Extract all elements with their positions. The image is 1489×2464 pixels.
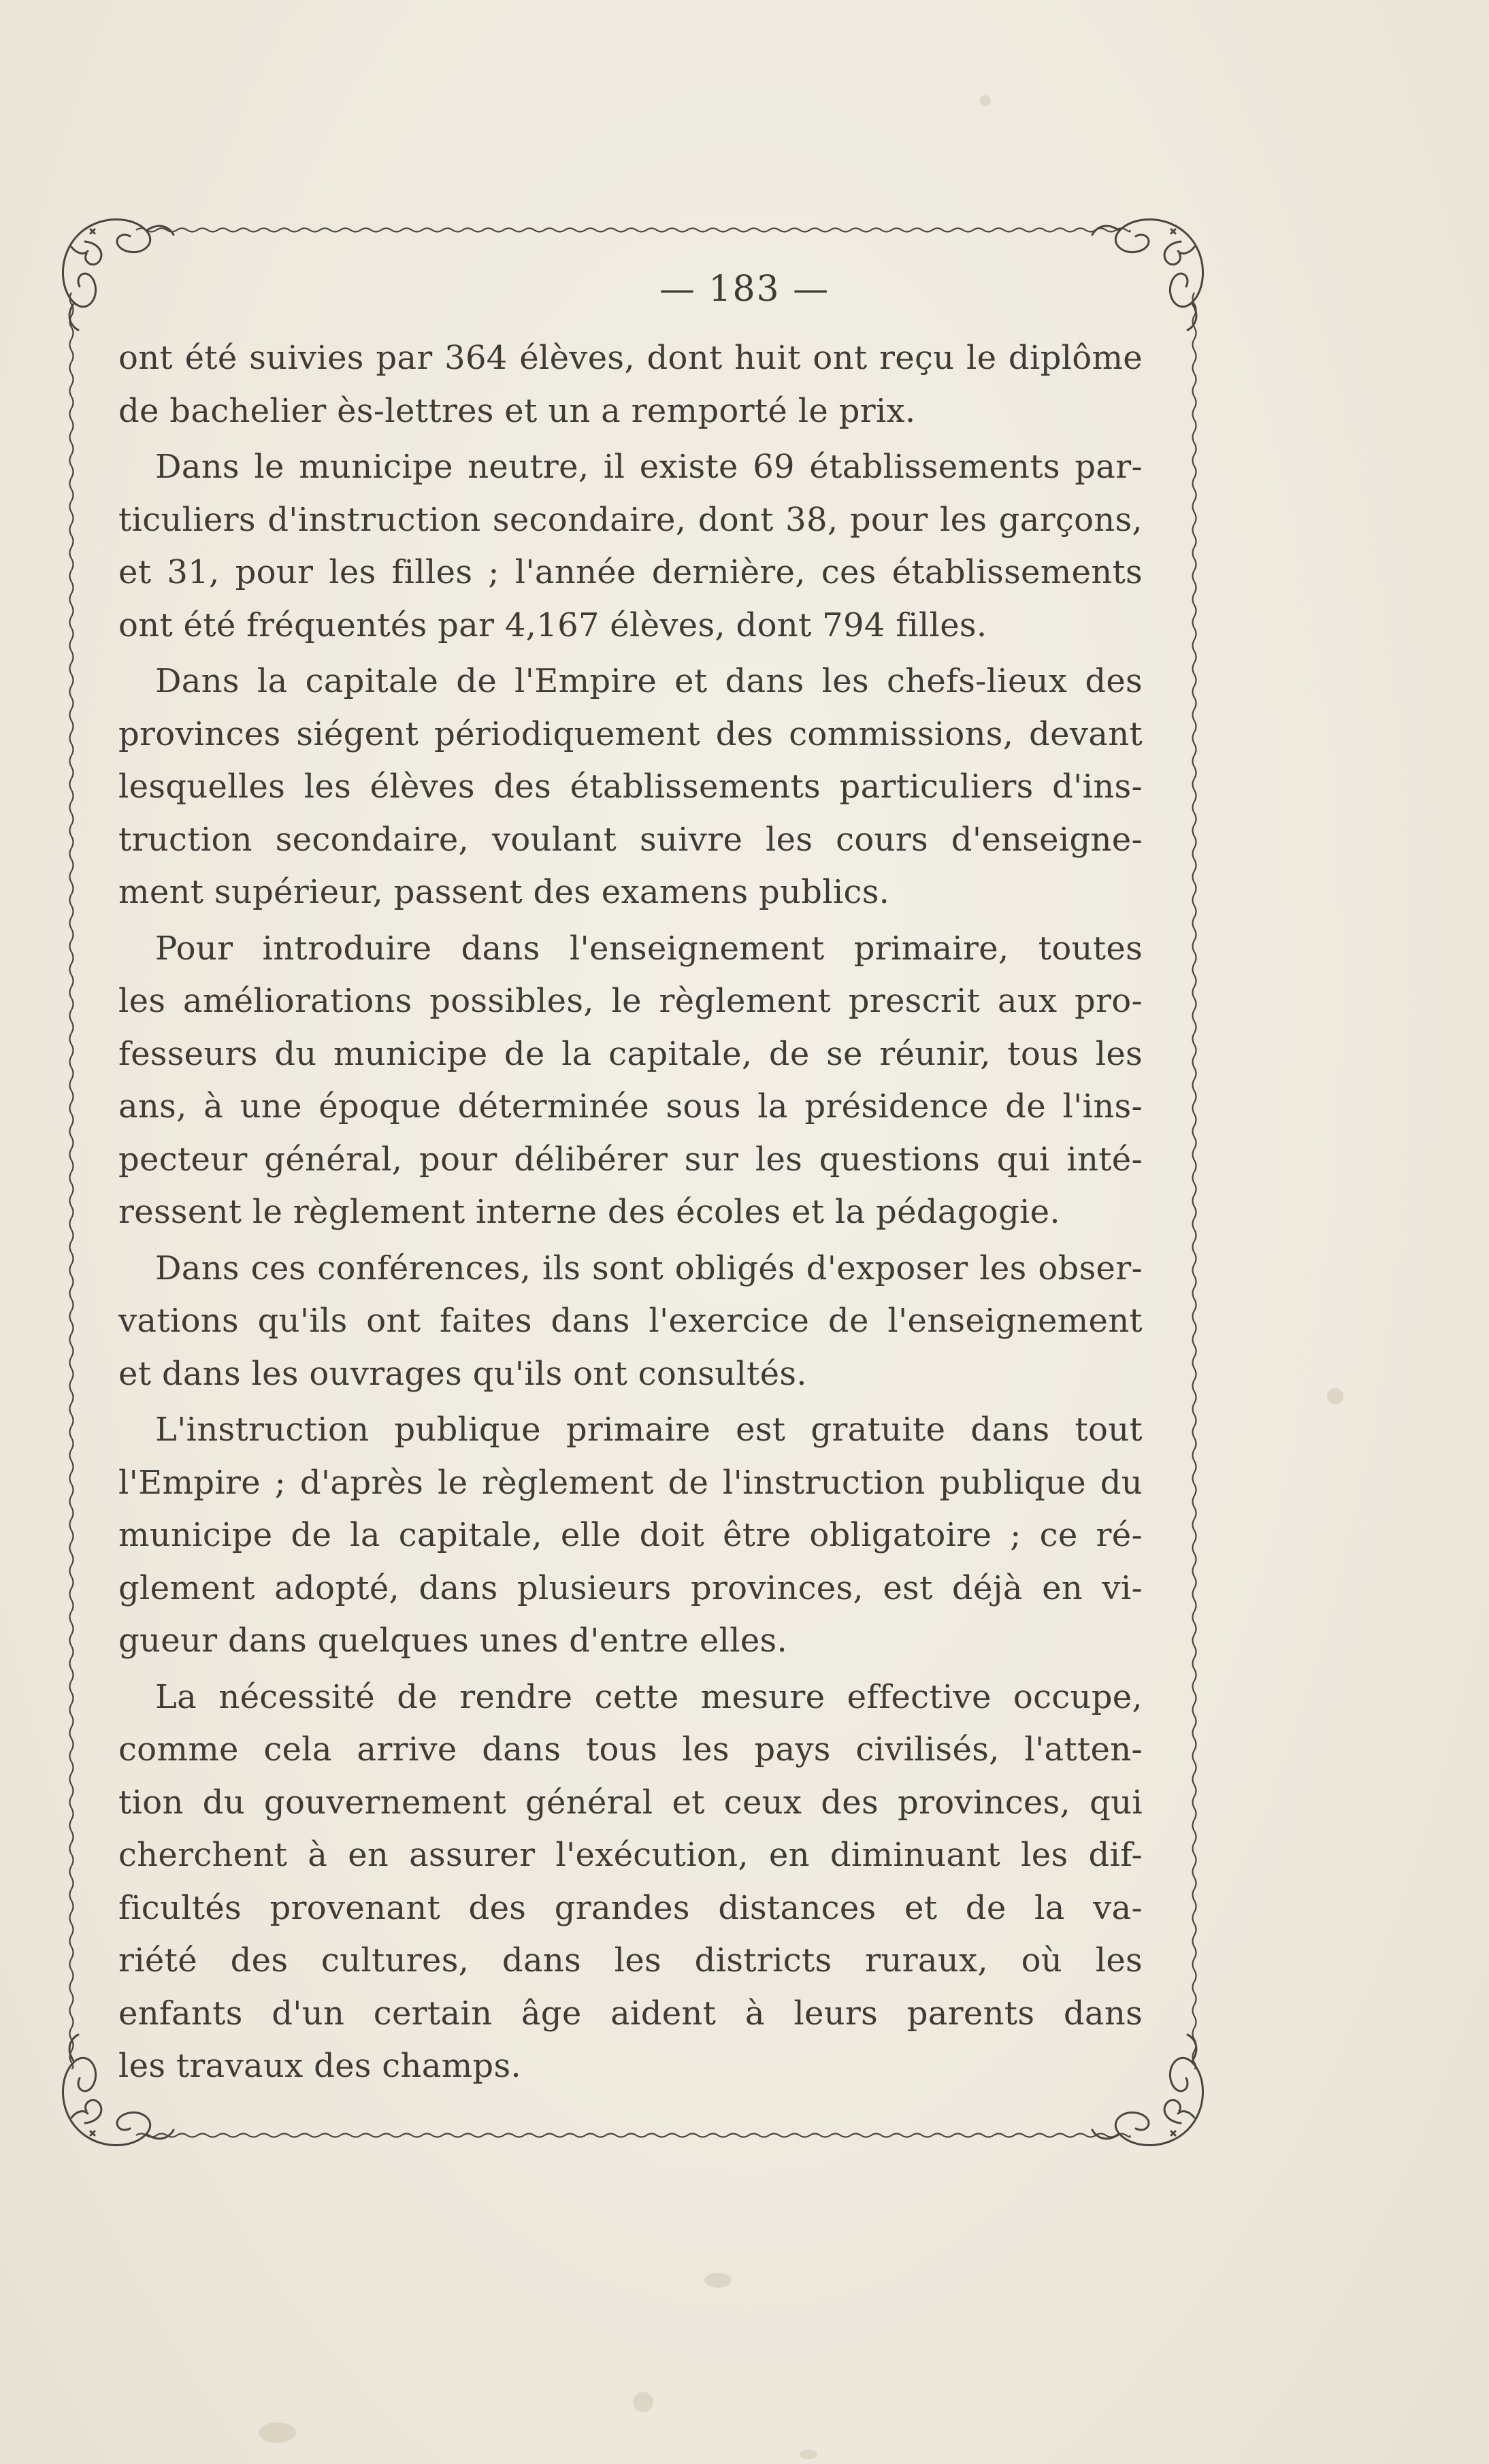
border-top-rule xyxy=(136,229,1130,232)
text-line: les améliorations possibles, le règlement prescrit aux pro- xyxy=(118,982,1143,1020)
paper-speck xyxy=(1327,1388,1343,1405)
text-line: pecteur général, pour délibérer sur les questions qui inté- xyxy=(118,1140,1143,1179)
text-line: l'Empire ; d'après le règlement de l'instruction publique du xyxy=(118,1463,1143,1502)
text-line: glement adopté, dans plusieurs provinces, est déjà en vi- xyxy=(118,1568,1143,1607)
text-line: municipe de la capitale, elle doit être obligatoire ; ce ré- xyxy=(118,1516,1143,1554)
text-line: provinces siégent périodiquement des commissions, devant xyxy=(118,714,1143,753)
text-line: fesseurs du municipe de la capitale, de se réunir, tous les xyxy=(118,1034,1143,1073)
text-line: La nécessité de rendre cette mesure effective occupe, xyxy=(155,1677,1143,1716)
text-line: et 31, pour les filles ; l'année dernière, ces établissements xyxy=(118,553,1143,591)
page-number: — 183 — xyxy=(659,269,830,310)
text-line: gueur dans quelques unes d'entre elles. xyxy=(118,1622,788,1660)
text-line: ans, à une époque déterminée sous la présidence de l'ins- xyxy=(118,1087,1143,1126)
text-line: cherchent à en assurer l'exécution, en diminuant les dif- xyxy=(118,1836,1143,1874)
paragraph xyxy=(118,1404,1143,1668)
paragraph xyxy=(118,441,1143,652)
paper-speck xyxy=(259,2422,296,2443)
text-line: Dans ces conférences, ils sont obligés d'exposer les obser- xyxy=(155,1249,1143,1287)
paragraph xyxy=(118,1243,1143,1401)
text-line: L'instruction publique primaire est gratuite dans tout xyxy=(155,1411,1143,1449)
text-line: les travaux des champs. xyxy=(118,2047,521,2085)
text-line: riété des cultures, dans les districts ruraux, où les xyxy=(118,1941,1143,1980)
body-text xyxy=(118,332,1143,2093)
paragraph xyxy=(118,1671,1143,2093)
text-line: Dans la capitale de l'Empire et dans les chefs-lieux des xyxy=(155,662,1143,700)
border-bottom-rule xyxy=(136,2134,1130,2137)
text-line: ressent le règlement interne des écoles et la pédagogie. xyxy=(118,1193,1060,1231)
paper-speck xyxy=(980,95,991,106)
text-line: truction secondaire, voulant suivre les cours d'enseigne- xyxy=(118,820,1143,859)
paragraph xyxy=(118,655,1143,919)
text-line: ticuliers d'instruction secondaire, dont 38, pour les garçons, xyxy=(118,500,1143,539)
paper-speck xyxy=(633,2392,653,2412)
text-line: de bachelier ès-lettres et un a remporté le prix. xyxy=(118,391,916,430)
paragraph xyxy=(118,923,1143,1239)
text-line: ont été suivies par 364 élèves, dont huit ont reçu le diplôme xyxy=(118,339,1143,377)
paper-speck xyxy=(800,2450,817,2459)
paper-speck xyxy=(704,2273,732,2288)
text-line: et dans les ouvrages qu'ils ont consultés. xyxy=(118,1354,807,1393)
text-line: Pour introduire dans l'enseignement primaire, toutes xyxy=(155,929,1143,968)
text-line: lesquelles les élèves des établissements particuliers d'ins- xyxy=(118,768,1143,806)
text-line: comme cela arrive dans tous les pays civilisés, l'atten- xyxy=(118,1730,1143,1769)
border-right-rule xyxy=(1193,293,1196,2069)
text-line: ont été fréquentés par 4,167 élèves, dont 794 filles. xyxy=(118,606,987,644)
paragraph xyxy=(118,332,1143,438)
text-line: tion du gouvernement général et ceux des provinces, qui xyxy=(118,1783,1143,1822)
border-left-rule xyxy=(70,293,73,2069)
text-line: vations qu'ils ont faites dans l'exercice de l'enseignement xyxy=(118,1302,1143,1340)
text-line: enfants d'un certain âge aident à leurs parents dans xyxy=(118,1994,1143,2033)
text-line: Dans le municipe neutre, il existe 69 établissements par- xyxy=(155,448,1143,486)
text-line: ment supérieur, passent des examens publics. xyxy=(118,873,890,911)
text-line: ficultés provenant des grandes distances et de la va- xyxy=(118,1888,1143,1927)
